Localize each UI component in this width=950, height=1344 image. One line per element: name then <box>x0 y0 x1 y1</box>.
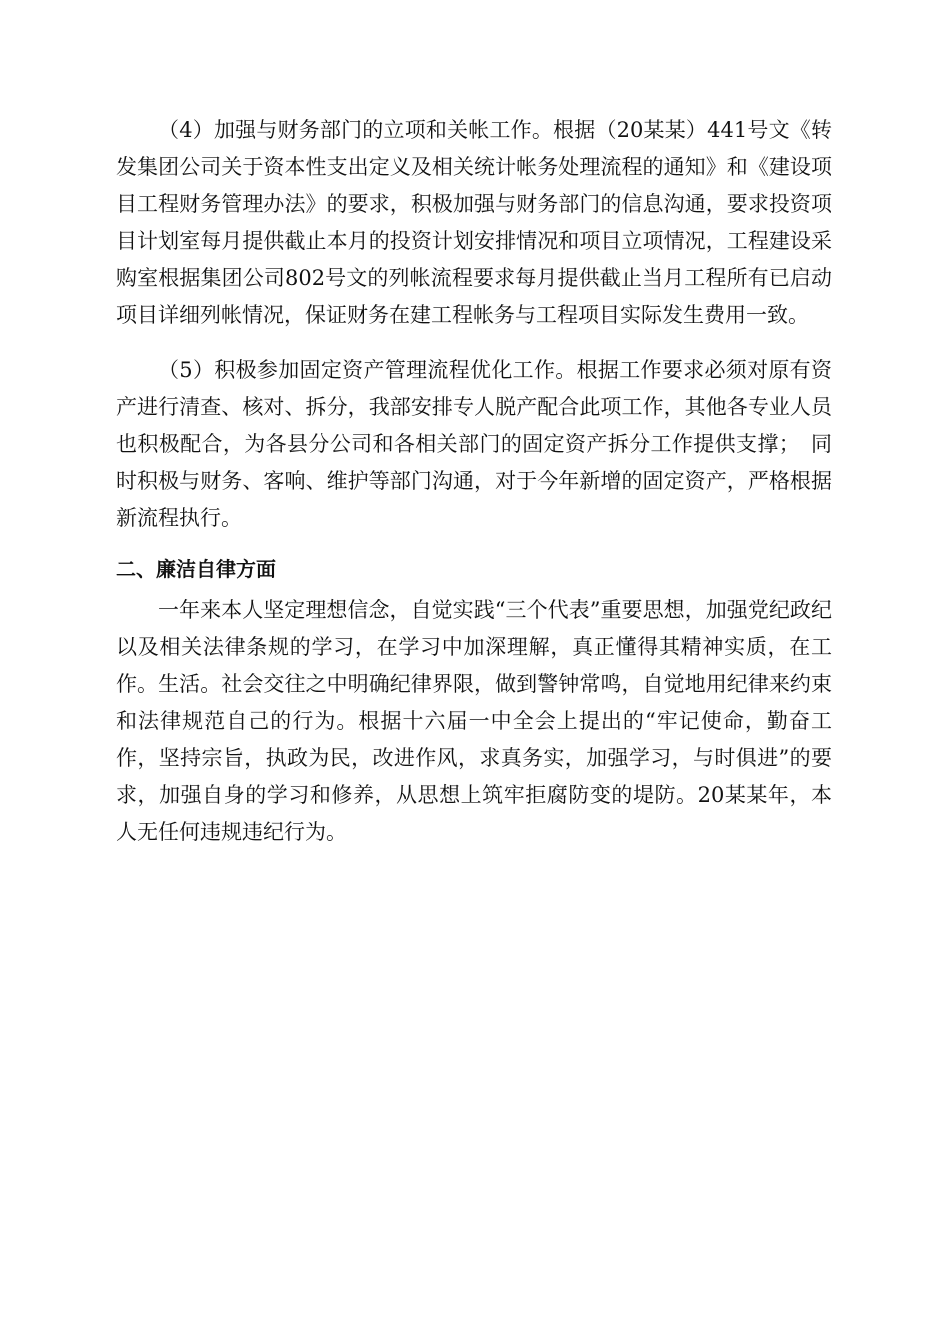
paragraph-financial-coordination: （4）加强与财务部门的立项和关帐工作。根据（20某某）441号文《转发集团公司关于资本性支出定义及相关统计帐务处理流程的通知》和《建设项目工程财务管理办法》的要求，积极加强与财务部门的信息沟通，要求投资项目计划室每月提供截止本月的投资计划安排情况和项目立项情况，工程建设采购室根据集团公司802号文的列帐流程要求每月提供截止当月工程所有已启动项目详细列帐情况，保证财务在建工程帐务与工程项目实际发生费用一致。 <box>116 118 832 327</box>
paragraph-fixed-asset-optimization: （5）积极参加固定资产管理流程优化工作。根据工作要求必须对原有资产进行清查、核对、拆分，我部安排专人脱产配合此项工作，其他各专业人员也积极配合，为各县分公司和各相关部门的固定资产拆分工作提供支撑； 同时积极与财务、客响、维护等部门沟通，对于今年新增的固定资产，严格根据新流程执行。 <box>116 358 832 530</box>
paragraph-integrity-self-discipline: 一年来本人坚定理想信念，自觉实践“三个代表”重要思想，加强党纪政纪以及相关法律条规的学习，在学习中加深理解，真正懂得其精神实质，在工作。生活。社会交往之中明确纪律界限，做到警钟常鸣，自觉地用纪律来约束和法律规范自己的行为。根据十六届一中全会上提出的“牢记使命，勤奋工作，坚持宗旨，执政为民，改进作风，求真务实，加强学习，与时俱进”的要求，加强自身的学习和修养，从思想上筑牢拒腐防变的堤防。20某某年，本人无任何违规违纪行为。 <box>116 598 832 844</box>
document-body <box>116 112 832 851</box>
section-heading-integrity: 二、廉洁自律方面 <box>116 557 276 581</box>
